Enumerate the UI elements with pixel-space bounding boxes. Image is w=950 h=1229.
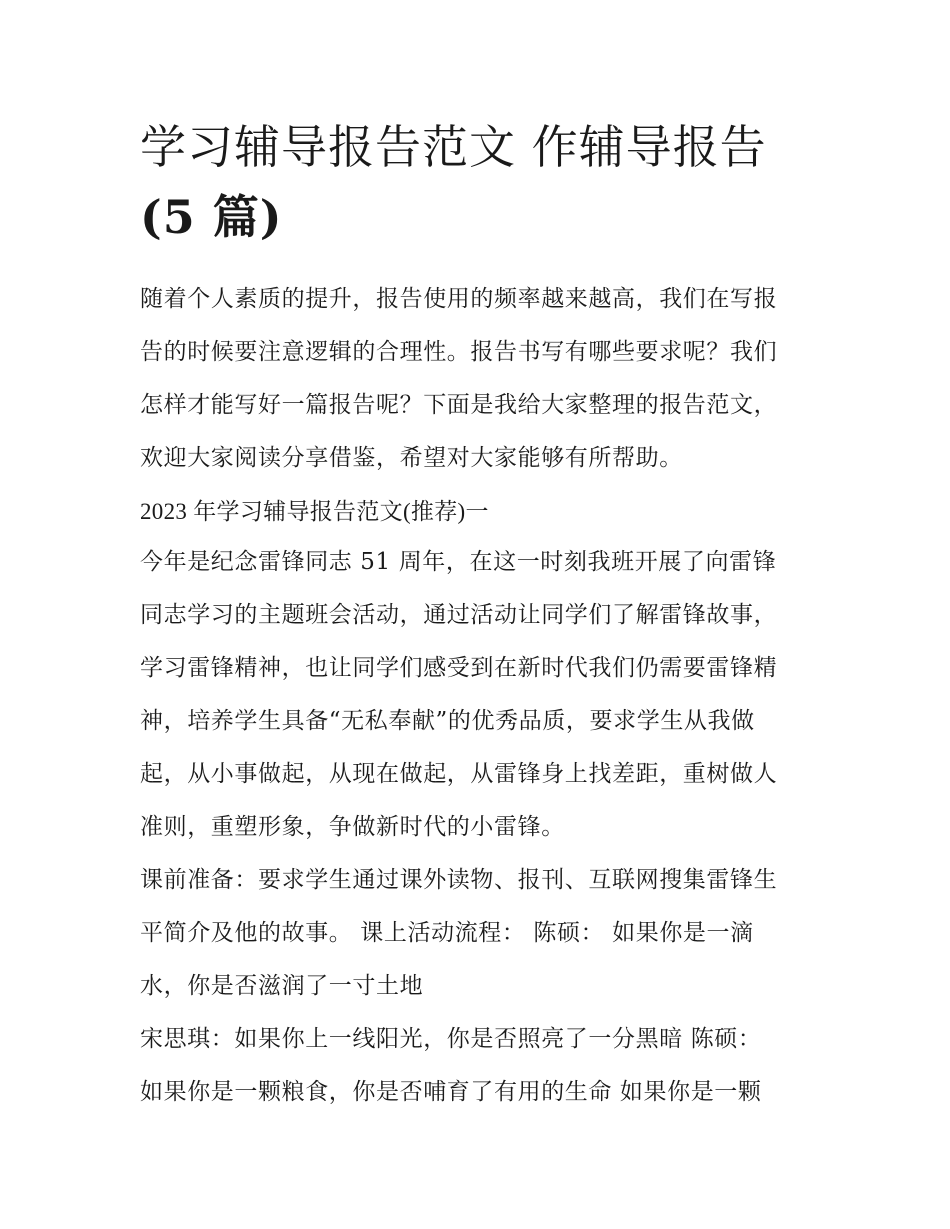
- body-line: 水，你是否滋润了一寸土地: [140, 973, 424, 999]
- intro-paragraph: [140, 274, 820, 484]
- body-line: 如果你是一颗粮食，你是否哺育了有用的生命 如果你是一颗: [140, 1079, 762, 1105]
- document-title: [140, 112, 820, 252]
- body-line: 课前准备：要求学生通过课外读物、报刊、互联网搜集雷锋生: [140, 867, 778, 893]
- body-paragraph-1: [140, 537, 820, 853]
- body-line: 宋思琪：如果你上一线阳光，你是否照亮了一分黑暗 陈硕：: [140, 1026, 762, 1052]
- intro-line: 怎样才能写好一篇报告呢？下面是我给大家整理的报告范文，: [140, 392, 778, 418]
- intro-line: 告的时候要注意逻辑的合理性。报告书写有哪些要求呢？我们: [140, 339, 778, 365]
- body-paragraph-3: [140, 1014, 820, 1118]
- title-count: (5 篇): [140, 190, 283, 244]
- body-line: 平简介及他的故事。 课上活动流程： 陈硕： 如果你是一滴: [140, 920, 754, 946]
- section-heading: 2023 年学习辅导报告范文(推荐)一: [140, 499, 489, 524]
- title-main: 学习辅导报告范文 作辅导报告: [140, 120, 767, 174]
- intro-line: 随着个人素质的提升，报告使用的频率越来越高，我们在写报: [140, 286, 778, 312]
- body-line: 同志学习的主题班会活动，通过活动让同学们了解雷锋故事，: [140, 602, 778, 628]
- document-content: [140, 112, 820, 1120]
- body-line: 神，培养学生具备“无私奉献”的优秀品质，要求学生从我做: [140, 708, 755, 734]
- body-paragraph-2: [140, 855, 820, 1012]
- body-line: 今年是纪念雷锋同志 51 周年，在这一时刻我班开展了向雷锋: [140, 549, 777, 575]
- body-line: 准则，重塑形象，争做新时代的小雷锋。: [140, 814, 565, 840]
- intro-line: 欢迎大家阅读分享借鉴，希望对大家能够有所帮助。: [140, 445, 683, 471]
- body-line: 学习雷锋精神，也让同学们感受到在新时代我们仍需要雷锋精: [140, 655, 778, 681]
- body-line: 起，从小事做起，从现在做起，从雷锋身上找差距，重树做人: [140, 761, 778, 787]
